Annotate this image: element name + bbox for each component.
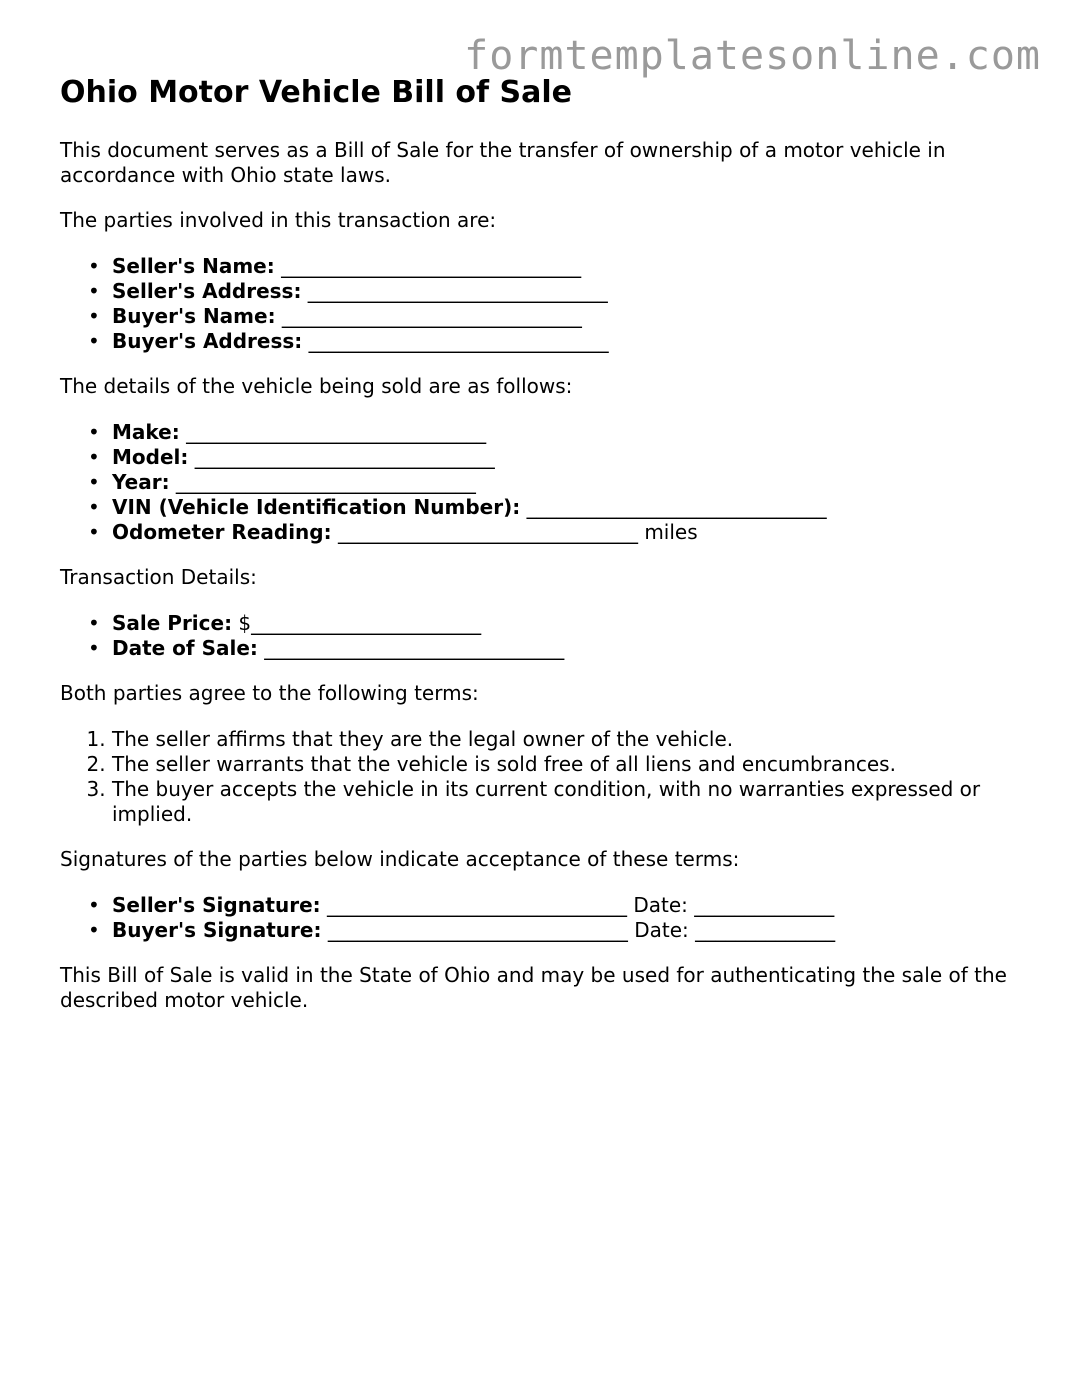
document-body bbox=[60, 74, 1020, 1013]
list-item bbox=[112, 329, 1020, 354]
blank-line: ______________________________ bbox=[520, 495, 827, 519]
blank-line: ______________________________ bbox=[169, 470, 476, 494]
list-item bbox=[112, 918, 1020, 943]
closing-paragraph: This Bill of Sale is valid in the State of Ohio and may be used for authenticating the sale of the described motor vehicle. bbox=[60, 963, 1007, 1012]
blank-line: ______________________________ miles bbox=[331, 520, 698, 544]
transaction-list bbox=[60, 611, 1020, 661]
signatures-list bbox=[60, 893, 1020, 943]
list-item bbox=[112, 420, 1020, 445]
list-item bbox=[112, 636, 1020, 661]
field-label: Buyer's Name: bbox=[112, 304, 276, 328]
blank-line: ______________________________ bbox=[302, 329, 609, 353]
field-label: Year: bbox=[112, 470, 170, 494]
parties-list bbox=[60, 254, 1020, 354]
vehicle-heading: The details of the vehicle being sold are as follows: bbox=[60, 374, 573, 398]
term-item: 3. The buyer accepts the vehicle in its current condition, with no warranties expressed or implied. bbox=[112, 777, 1020, 827]
terms-list bbox=[60, 727, 1020, 827]
list-item bbox=[112, 893, 1020, 918]
list-item bbox=[112, 254, 1020, 279]
blank-line: ______________________________ bbox=[274, 254, 582, 278]
term-item: 2. The seller warrants that the vehicle is sold free of all liens and encumbrances. bbox=[112, 752, 1020, 777]
list-item bbox=[112, 495, 1020, 520]
field-label: Model: bbox=[112, 445, 189, 469]
field-label: Buyer's Address: bbox=[112, 329, 303, 353]
field-label: Date of Sale: bbox=[112, 636, 258, 660]
blank-line: ______________________________ bbox=[179, 420, 487, 444]
blank-line: ______________________________ bbox=[301, 279, 608, 303]
blank-line: ______________________________ bbox=[188, 445, 495, 469]
list-item bbox=[112, 611, 1020, 636]
list-item bbox=[112, 445, 1020, 470]
list-item bbox=[112, 304, 1020, 329]
transaction-heading: Transaction Details: bbox=[60, 565, 257, 589]
field-label: Seller's Address: bbox=[112, 279, 302, 303]
blank-line: ______________________________ Date: ______________ bbox=[321, 918, 836, 942]
field-label: Buyer's Signature: bbox=[112, 918, 322, 942]
list-item bbox=[112, 279, 1020, 304]
list-item bbox=[112, 520, 1020, 545]
page-title: Ohio Motor Vehicle Bill of Sale bbox=[60, 75, 573, 110]
field-label: Sale Price: bbox=[112, 611, 233, 635]
field-label: Make: bbox=[112, 420, 180, 444]
blank-line: ______________________________ Date: ______________ bbox=[320, 893, 835, 917]
vehicle-list bbox=[60, 420, 1020, 545]
intro-paragraph: This document serves as a Bill of Sale for the transfer of ownership of a motor vehicle in accordance with Ohio state laws. bbox=[60, 138, 946, 187]
field-label: Seller's Name: bbox=[112, 254, 275, 278]
field-label: VIN (Vehicle Identification Number): bbox=[112, 495, 521, 519]
blank-line: ______________________________ bbox=[275, 304, 582, 328]
signatures-heading: Signatures of the parties below indicate acceptance of these terms: bbox=[60, 847, 740, 871]
terms-heading: Both parties agree to the following terms: bbox=[60, 681, 479, 705]
parties-heading: The parties involved in this transaction are: bbox=[60, 208, 497, 232]
term-item: 1. The seller affirms that they are the legal owner of the vehicle. bbox=[112, 727, 1020, 752]
list-item bbox=[112, 470, 1020, 495]
blank-line: $_______________________ bbox=[232, 611, 482, 635]
blank-line: ______________________________ bbox=[257, 636, 565, 660]
field-label: Odometer Reading: bbox=[112, 520, 332, 544]
field-label: Seller's Signature: bbox=[112, 893, 321, 917]
watermark: formtemplatesonline.com bbox=[464, 33, 1041, 79]
